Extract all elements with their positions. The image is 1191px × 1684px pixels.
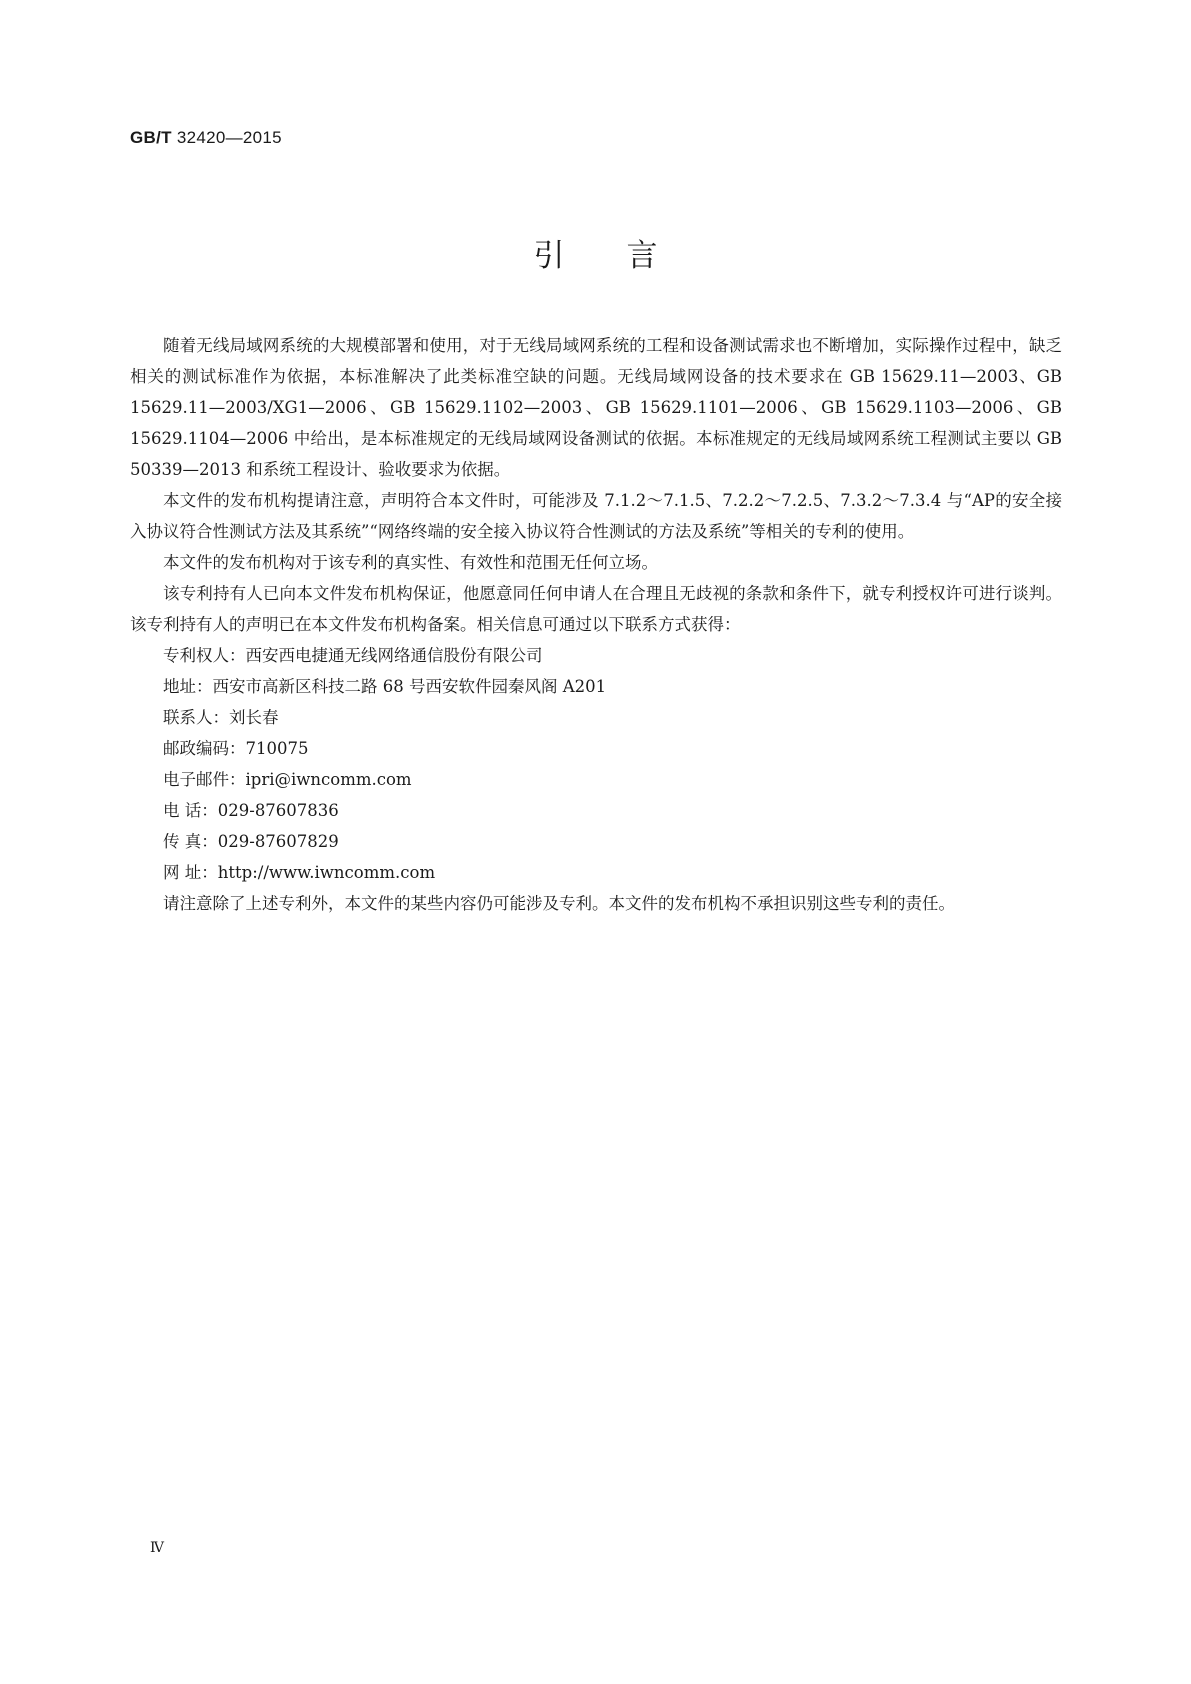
document-body: [130, 330, 1062, 919]
contact-address: 地址：西安市高新区科技二路 68 号西安软件园秦风阁 A201: [163, 677, 607, 696]
contact-person: 联系人：刘长春: [163, 708, 279, 727]
contact-fax: 传 真：029-87607829: [163, 832, 339, 851]
contact-postcode: 邮政编码：710075: [163, 739, 309, 758]
paragraph-license: 该专利持有人已向本文件发布机构保证，他愿意同任何申请人在合理且无歧视的条款和条件下，就专利授权许可进行谈判。该专利持有人的声明已在本文件发布机构备案。相关信息可通过以下联系方式获得：: [130, 584, 1062, 634]
standard-number: [130, 128, 282, 148]
paragraph-closing: 请注意除了上述专利外，本文件的某些内容仍可能涉及专利。本文件的发布机构不承担识别这些专利的责任。: [163, 894, 955, 913]
contact-patentee: 专利权人：西安西电捷通无线网络通信股份有限公司: [163, 646, 543, 665]
page-number: Ⅳ: [150, 1540, 164, 1556]
standard-code: 32420—2015: [176, 128, 282, 147]
contact-website: 网 址：http://www.iwncomm.com: [163, 863, 436, 882]
standard-prefix: GB/T: [130, 128, 172, 147]
contact-phone: 电 话：029-87607836: [163, 801, 339, 820]
paragraph-intro: 随着无线局域网系统的大规模部署和使用，对于无线局域网系统的工程和设备测试需求也不断增加，实际操作过程中，缺乏相关的测试标准作为依据，本标准解决了此类标准空缺的问题。无线局域网设备的技术要求在 GB 15629.11—2003、GB 15629.11—2003/XG1—2006、GB 15629.1102—2003、GB 15629.1101—2006、GB 15629.1103—2006、GB 15629.1104—2006 中给出，是本标准规定的无线局域网设备测试的依据。本标准规定的无线局域网系统工程测试主要以 GB 50339—2013 和系统工程设计、验收要求为依据。: [130, 336, 1062, 479]
contact-email: 电子邮件：ipri@iwncomm.com: [163, 770, 412, 789]
page-title: 引言: [533, 238, 720, 274]
paragraph-position: 本文件的发布机构对于该专利的真实性、有效性和范围无任何立场。: [163, 553, 658, 572]
paragraph-patent-notice: 本文件的发布机构提请注意，声明符合本文件时，可能涉及 7.1.2～7.1.5、7.2.2～7.2.5、7.3.2～7.3.4 与“AP的安全接入协议符合性测试方法及其系统”“网络终端的安全接入协议符合性测试的方法及系统”等相关的专利的使用。: [130, 491, 1062, 541]
